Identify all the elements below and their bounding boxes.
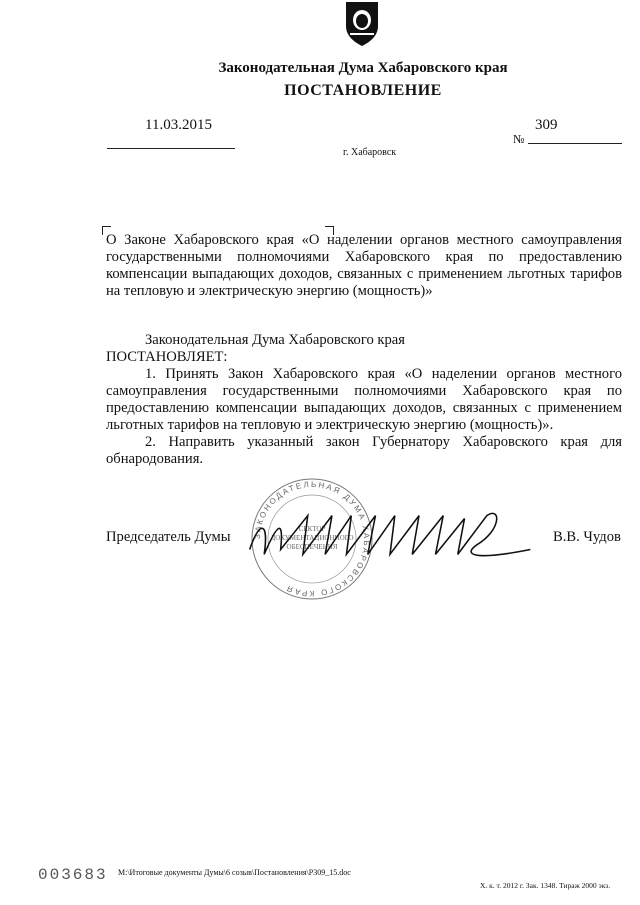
document-number: 309 <box>535 117 558 133</box>
number-sign: № <box>513 132 525 146</box>
stamp-center-line: СЕКТОР <box>298 525 326 533</box>
organization-name: Законодательная Дума Хабаровского края <box>218 60 508 76</box>
document-date: 11.03.2015 <box>145 117 212 133</box>
body-subject: Законодательная Дума Хабаровского края <box>145 332 405 348</box>
body-item-1: 1. Принять Закон Хабаровского края «О наделении органов местного самоуправления государственными полномочиями Хабаровского края по предоставлению компенсации выпадающих доходов, связанных с применением льготных тарифов на тепловую и электрическую энергию (мощность)». <box>106 366 622 433</box>
signatory-position: Председатель Думы <box>106 529 231 545</box>
footer-number: 003683 <box>38 866 108 884</box>
document-body <box>106 332 622 468</box>
number-underline <box>528 143 622 144</box>
body-item-2: 2. Направить указанный закон Губернатору Хабаровского края для обнародования. <box>106 434 622 467</box>
city: г. Хабаровск <box>343 147 397 158</box>
document-type: ПОСТАНОВЛЕНИЕ <box>284 82 442 99</box>
signatory-name: В.В. Чудов <box>553 529 621 545</box>
date-underline <box>107 148 235 149</box>
coat-of-arms-emblem <box>342 0 382 48</box>
footer-file-path: M:\Итоговые документы Думы\6 созыв\Постановления\P309_15.doc <box>118 868 351 877</box>
stamp-center-line: ОБЕСПЕЧЕНИЯ <box>286 543 338 551</box>
footer-print-info: Х. к. т. 2012 г. Зак. 1348. Тираж 2000 экз. <box>480 881 611 890</box>
document-title: О Законе Хабаровского края «О наделении органов местного самоуправления государственными полномочиями Хабаровского края по предоставлению компенсации выпадающих доходов, связанных с применением льготных тарифов на тепловую и электрическую энергию (мощность)» <box>106 232 622 299</box>
stamp-center-line: ДОКУМЕНТАЦИОННОГО <box>270 534 354 542</box>
handwritten-signature <box>240 500 540 570</box>
body-decides: ПОСТАНОВЛЯЕТ: <box>106 349 228 365</box>
stamp-ring-text: ЗАКОНОДАТЕЛЬНАЯ ДУМА ХАБАРОВСКОГО КРАЯ <box>252 479 372 599</box>
